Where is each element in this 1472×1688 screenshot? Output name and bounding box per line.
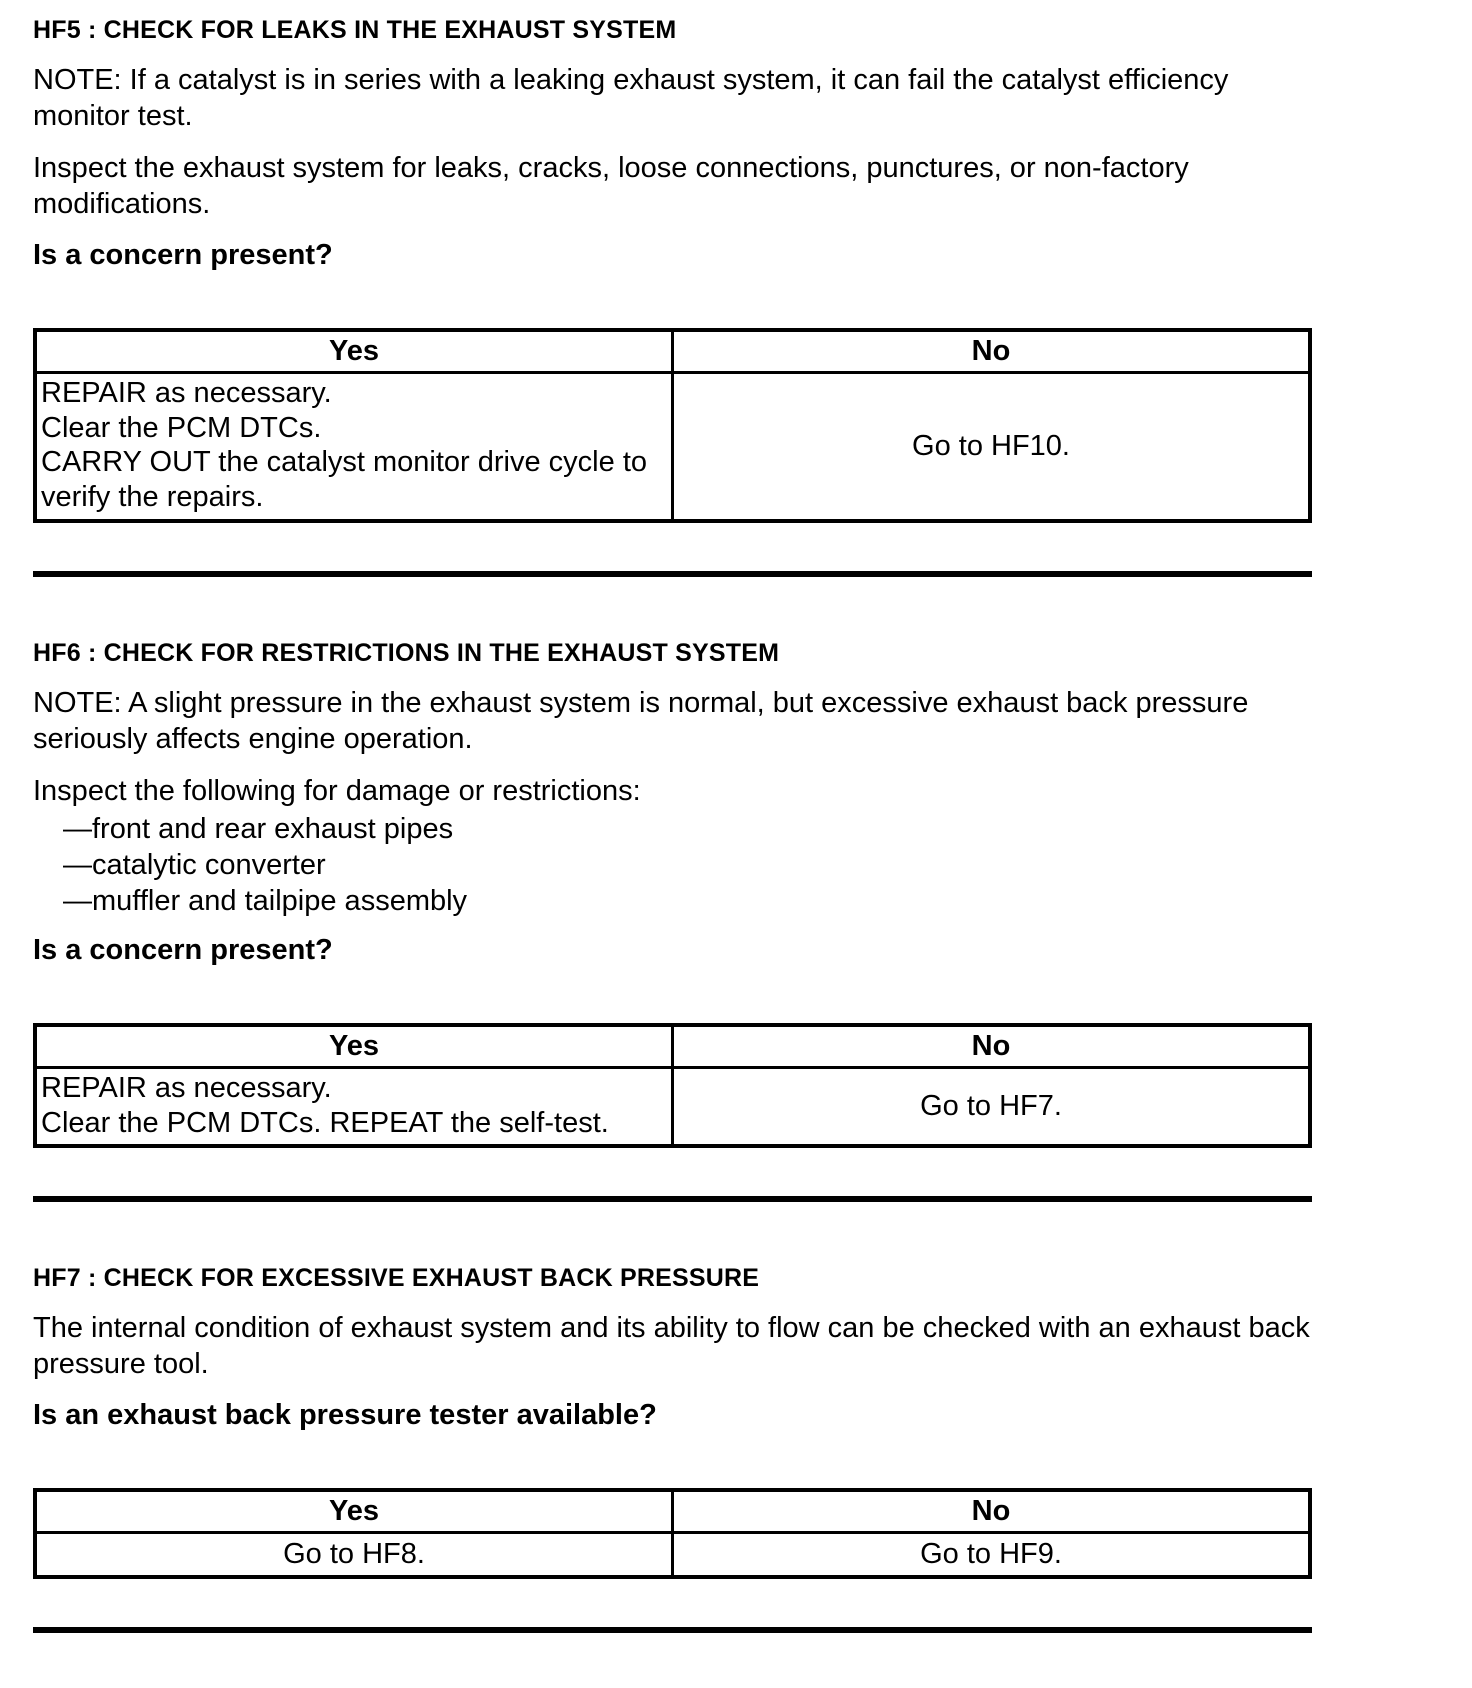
yes-action-line: Clear the PCM DTCs. <box>41 411 322 444</box>
no-action-cell: Go to HF9. <box>673 1533 1311 1577</box>
yes-action-line: REPAIR as necessary. <box>41 376 332 409</box>
yes-action-cell <box>35 372 673 521</box>
no-action-cell: Go to HF10. <box>673 372 1311 521</box>
section-divider <box>33 571 1312 577</box>
question-text: Is a concern present? <box>33 238 333 271</box>
instruction-paragraph: The internal condition of exhaust system and its ability to flow can be checked with an exhaust back pressure tool. <box>33 1312 1310 1381</box>
section-hf7 <box>33 1264 1312 1579</box>
yes-header-cell: Yes <box>35 1490 673 1533</box>
table-body-row <box>35 1533 1310 1577</box>
no-header-cell: No <box>673 1025 1311 1068</box>
instruction-paragraph: Inspect the exhaust system for leaks, cracks, loose connections, punctures, or non-factory modifications. <box>33 151 1189 220</box>
list-item: —catalytic converter <box>63 848 326 881</box>
section-divider <box>33 1196 1312 1202</box>
table-body-row <box>35 1067 1310 1146</box>
section-divider <box>33 1627 1312 1633</box>
table-header-row <box>35 1490 1310 1533</box>
yes-action-line: REPAIR as necessary. <box>41 1071 332 1104</box>
list-item: —front and rear exhaust pipes <box>63 812 454 845</box>
inspection-list <box>33 812 1312 920</box>
note-paragraph: NOTE: A slight pressure in the exhaust system is normal, but excessive exhaust back pressure seriously affects engine operation. <box>33 687 1249 755</box>
section-heading: HF5 : CHECK FOR LEAKS IN THE EXHAUST SYSTEM <box>33 16 677 44</box>
yes-action-line: CARRY OUT the catalyst monitor drive cycle to verify the repairs. <box>41 446 647 514</box>
note-paragraph: NOTE: If a catalyst is in series with a leaking exhaust system, it can fail the catalyst efficiency monitor test. <box>33 64 1229 132</box>
yes-header-cell: Yes <box>35 1025 673 1068</box>
no-action-cell: Go to HF7. <box>673 1067 1311 1146</box>
section-heading: HF6 : CHECK FOR RESTRICTIONS IN THE EXHAUST SYSTEM <box>33 639 780 667</box>
section-hf6 <box>33 639 1312 1148</box>
decision-table <box>33 328 1312 523</box>
table-header-row <box>35 1025 1310 1068</box>
question-text: Is an exhaust back pressure tester available? <box>33 1399 657 1432</box>
table-header-row <box>35 330 1310 373</box>
yes-action-line: Clear the PCM DTCs. REPEAT the self-test. <box>41 1106 609 1139</box>
decision-table <box>33 1488 1312 1579</box>
yes-action-cell: Go to HF8. <box>35 1533 673 1577</box>
yes-action-cell <box>35 1067 673 1146</box>
decision-table <box>33 1023 1312 1149</box>
section-heading: HF7 : CHECK FOR EXCESSIVE EXHAUST BACK PRESSURE <box>33 1264 760 1293</box>
no-header-cell: No <box>673 330 1311 373</box>
yes-header-cell: Yes <box>35 330 673 373</box>
section-hf5 <box>33 16 1312 523</box>
no-header-cell: No <box>673 1490 1311 1533</box>
instruction-paragraph: Inspect the following for damage or restrictions: <box>33 774 641 807</box>
list-item: —muffler and tailpipe assembly <box>63 884 468 917</box>
question-text: Is a concern present? <box>33 933 333 966</box>
table-body-row <box>35 372 1310 521</box>
